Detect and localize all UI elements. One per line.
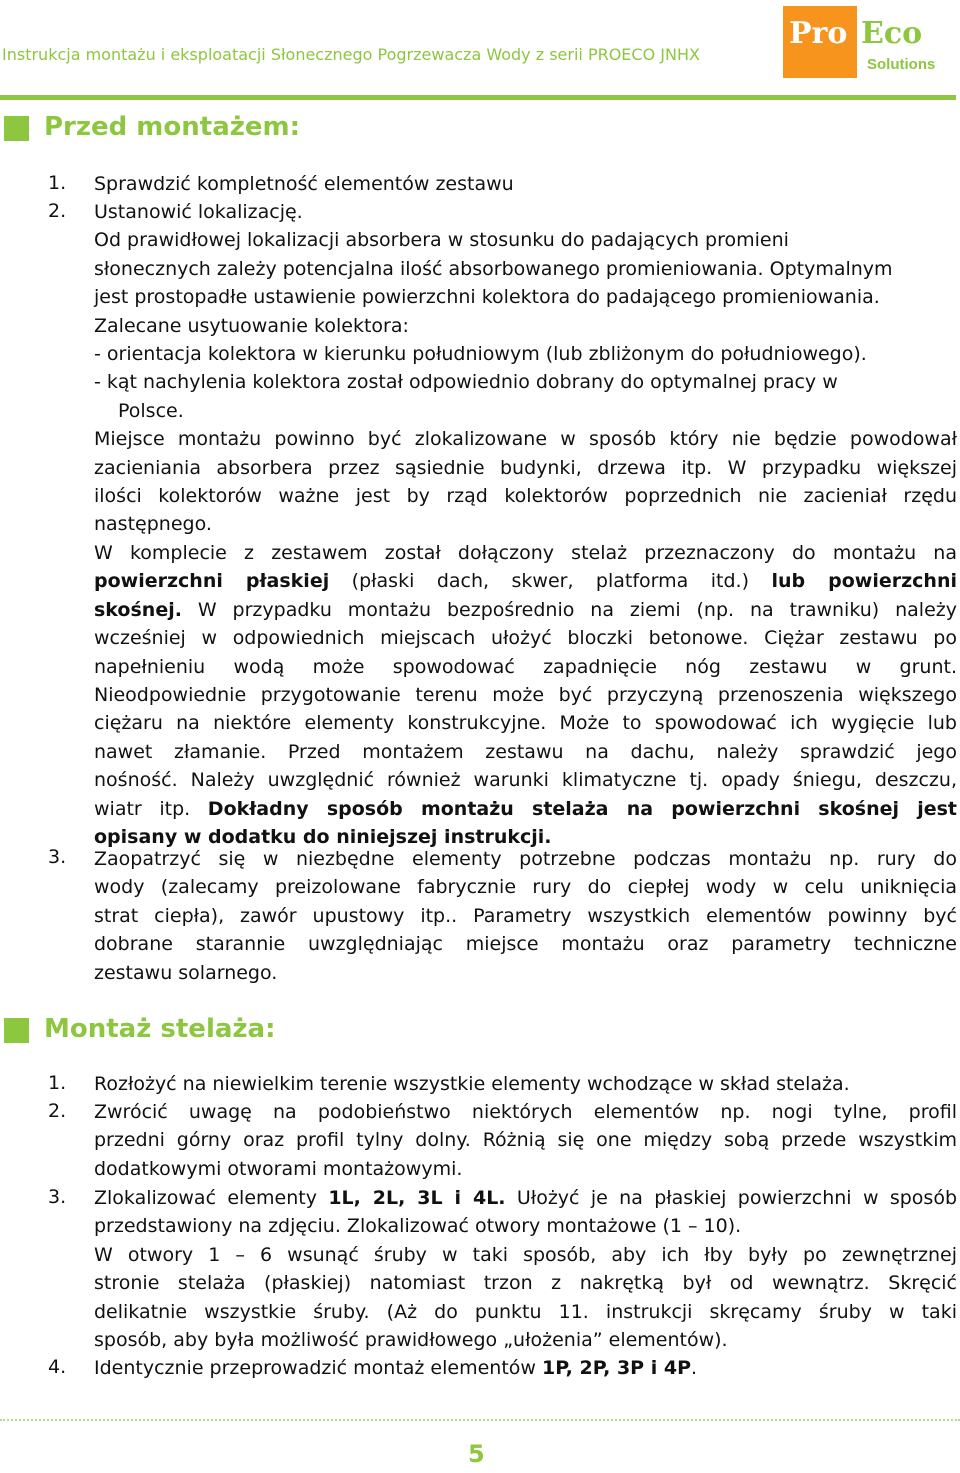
text-line: nośność. Należy uwzględnić również warunki klimatyczne tj. opady śniegu, deszczu,	[94, 769, 957, 792]
dash-item: - orientacja kolektora w kierunku południowym (lub zbliżonym do południowego).	[94, 343, 867, 366]
text-line: napełnieniu wodą może spowodować zapadnięcie nóg zestawu w grunt.	[94, 655, 957, 678]
bold-text: skośnej.	[94, 598, 182, 621]
list-item-3	[94, 845, 957, 987]
list-item-text: Ustanowić lokalizację.	[94, 201, 303, 223]
text-line: następnego.	[94, 513, 212, 536]
list-number: 2.	[48, 200, 67, 222]
text-line: dodatkowymi otworami montażowymi.	[94, 1157, 463, 1180]
assembly-step-2	[94, 1098, 957, 1183]
section-bullet-icon	[4, 116, 29, 141]
list-item-1	[94, 170, 957, 198]
text-line	[94, 567, 957, 595]
text-span: Ułożyć je na płaskiej powierzchni w sposób	[505, 1187, 958, 1209]
text-line: Rozłożyć na niewielkim terenie wszystkie elementy wchodzące w skład stelaża.	[94, 1073, 850, 1095]
text-span: W przypadku montażu bezpośrednio na ziemi (np. na trawniku) należy	[181, 598, 957, 621]
proeco-logo	[783, 6, 958, 78]
text-line	[94, 795, 957, 823]
text-line: stronie stelaża (płaskiej) natomiast trzon z nakrętką był od wewnątrz. Skręcić	[94, 1272, 957, 1295]
text-span: Identycznie przeprowadzić montaż elementów	[94, 1357, 542, 1379]
list-number: 3.	[48, 846, 67, 868]
text-line: jest prostopadłe ustawienie powierzchni kolektora do padającego promieniowania.	[94, 286, 880, 309]
text-line: strat ciepła), zawór upustowy itp.. Parametry wszystkich elementów powinny być	[94, 904, 957, 927]
text-line	[94, 1354, 957, 1382]
text-line: Miejsce montażu powinno być zlokalizowane w sposób który nie będzie powodował	[94, 428, 957, 451]
assembly-step-4	[94, 1354, 957, 1382]
assembly-step-1	[94, 1070, 957, 1098]
text-line: ilości kolektorów ważne jest by rząd kolektorów poprzednich nie zacieniał rzędu	[94, 485, 957, 508]
text-line: wcześniej w odpowiednich miejscach ułożyć bloczki betonowe. Ciężar zestawu po	[94, 627, 957, 650]
text-line: Zaopatrzyć się w niezbędne elementy potrzebne podczas montażu np. rury do	[94, 848, 957, 870]
text-line: delikatnie wszystkie śruby. (Aż do punktu 11. instrukcji skręcamy śruby w taki	[94, 1300, 957, 1323]
text-line: Zwrócić uwagę na podobieństwo niektórych elementów np. nogi tylne, profil	[94, 1101, 957, 1123]
bold-text: lub powierzchni	[771, 570, 957, 593]
list-item-2	[94, 198, 957, 851]
text-span: (płaski dach, skwer, platforma itd.)	[329, 570, 772, 593]
list-number: 1.	[48, 1072, 67, 1094]
text-line: słonecznych zależy potencjalna ilość absorbowanego promieniowania. Optymalnym	[94, 257, 893, 280]
list-item-text: Sprawdzić kompletność elementów zestawu	[94, 173, 514, 195]
text-line: dobrane starannie uwzględniając miejsce montażu oraz parametry techniczne	[94, 933, 957, 956]
text-line	[94, 596, 957, 624]
text-line: Od prawidłowej lokalizacji absorbera w stosunku do padających promieni	[94, 229, 789, 252]
text-line: przedstawiony na zdjęciu. Zlokalizować otwory montażowe (1 – 10).	[94, 1215, 742, 1238]
text-line: nawet złamanie. Przed montażem zestawu na dachu, należy sprawdzić jego	[94, 740, 957, 763]
logo-pro-text: Pro	[789, 16, 848, 51]
logo-eco-text: Eco	[861, 16, 923, 51]
dash-item: - kąt nachylenia kolektora został odpowiednio dobrany do optymalnej pracy w	[94, 371, 838, 394]
bold-text: 1P, 2P, 3P i 4P	[541, 1357, 691, 1379]
footer-divider	[0, 1419, 960, 1421]
bold-text: opisany w dodatku do niniejszej instrukcji.	[94, 825, 552, 848]
logo-solutions-text: Solutions	[867, 56, 936, 73]
list-number: 2.	[48, 1100, 67, 1122]
header-divider	[0, 95, 956, 100]
text-line: sposób, aby była możliwość prawidłowego „ułożenia” elementów).	[94, 1329, 728, 1352]
page-number: 5	[468, 1440, 485, 1468]
text-line: przedni górny oraz profil tylny dolny. Różnią się one między sobą przede wszystkim	[94, 1129, 957, 1152]
section-bullet-icon	[4, 1018, 29, 1043]
list-number: 4.	[48, 1356, 67, 1378]
list-number: 3.	[48, 1186, 67, 1208]
text-line: Zalecane usytuowanie kolektora:	[94, 314, 409, 337]
text-line: ciężaru na niektóre elementy konstrukcyjne. Może to spowodować ich wygięcie lub	[94, 712, 957, 735]
text-line: zacieniania absorbera przez sąsiednie budynki, drzewa itp. W przypadku większej	[94, 456, 957, 479]
assembly-step-3	[94, 1184, 957, 1354]
document-header-title: Instrukcja montażu i eksploatacji Słonecznego Pogrzewacza Wody z serii PROECO JNHX	[2, 45, 700, 64]
text-line: wody (zalecamy preizolowane fabrycznie rury do ciepłej wody w celu uniknięcia	[94, 876, 957, 899]
dash-item-continuation: Polsce.	[118, 399, 184, 422]
text-span: .	[691, 1357, 698, 1379]
text-line: zestawu solarnego.	[94, 961, 278, 984]
text-span: Zlokalizować elementy	[94, 1187, 329, 1209]
list-number: 1.	[48, 172, 67, 194]
text-line: Nieodpowiednie przygotowanie terenu może być przyczyną przenoszenia większego	[94, 683, 957, 706]
text-line: W komplecie z zestawem został dołączony stelaż przeznaczony do montażu na	[94, 541, 957, 564]
bold-text: powierzchni płaskiej	[94, 570, 330, 593]
text-line	[94, 1184, 957, 1212]
bold-text: Dokładny sposób montażu stelaża na powierzchni skośnej jest	[207, 797, 957, 820]
text-span: wiatr itp.	[94, 797, 208, 820]
section-title-przed-montazem: Przed montażem:	[44, 112, 301, 142]
bold-text: 1L, 2L, 3L i 4L.	[328, 1187, 506, 1209]
text-line: W otwory 1 – 6 wsunąć śruby w taki sposób, aby ich łby były po zewnętrznej	[94, 1243, 957, 1266]
section-title-montaz-stelaza: Montaż stelaża:	[44, 1014, 276, 1044]
